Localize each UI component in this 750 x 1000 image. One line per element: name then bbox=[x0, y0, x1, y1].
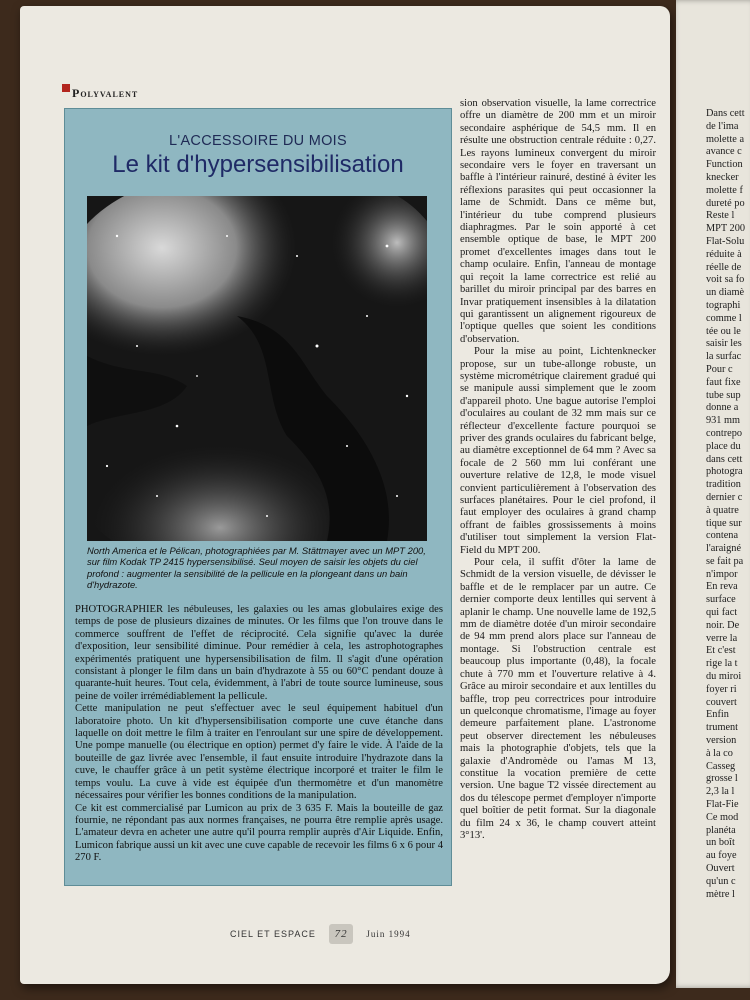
facing-page-line: grosse l bbox=[706, 773, 738, 785]
facing-page-line: En reva bbox=[706, 581, 738, 593]
article-paragraph: sion observation visuelle, la lame correctrice offre un diamètre de 200 mm et un miroir secondaire asphérique de 54,5 mm. Il en résulte une obstruction centrale réduite : 0,27. Les rayons lumineux convergent du miroir secondaire vers le foyer en traversant un baffle à l'intérieur rainuré, destiné à éviter les réflexions parasites qui peut occasionner la lame de Schmidt. Dans ce même but, l'intérieur du tube comprend plusieurs diaphragmes. Par le soin apporté à cet ensemble optique de base, le MPT 200 promet d'excellentes images dans tout le champ oculaire. Enfin, l'anneau de montage qui reçoit la lame correctrice est relié au barillet du miroir principal par des barres en Invar pratiquement insensibles à la dilatation qui garantissent un alignement rigoureux de l'optique quelles que soient les conditions d'observation. bbox=[460, 98, 656, 345]
facing-page-line: couvert bbox=[706, 696, 737, 708]
facing-page-line: foyer ri bbox=[706, 683, 737, 695]
article-paragraph: Pour la mise au point, Lichtenknecker propose, sur un tube-allonge robuste, un système micrométrique clairement gradué qui se manipule aussi simplement que le zoom d'appareil photo. Une bague autorise l'emploi d'oculaires au coulant de 32 mm mais sur ce réflecteur d'excellente facture pourquoi se priver des grands oculaires du fabricant belge, au diamètre exceptionnel de 64 mm ? Avec sa focale de 2 560 mm lui conférant une ouverture relative de 12,8, le mode visuel convient particulièrement à l'observation des surfaces planétaires. Pour le ciel profond, il faut employer des oculaires à grand champ offrant de faibles grossissements à moins d'utiliser tout simplement la version Flat-Field du MPT 200. bbox=[460, 346, 656, 556]
nebula-image bbox=[87, 196, 427, 541]
facing-page-line: mètre l bbox=[706, 888, 735, 900]
nebula-photo-icon bbox=[87, 196, 427, 541]
facing-page-line: un boît bbox=[706, 837, 735, 849]
facing-page-line: place du bbox=[706, 440, 741, 452]
page-footer bbox=[230, 924, 411, 944]
rubric-marker bbox=[62, 84, 70, 92]
facing-page-line: planéta bbox=[706, 824, 736, 836]
facing-page-line: Ouvert bbox=[706, 863, 735, 875]
facing-page-line: au foye bbox=[706, 850, 737, 862]
facing-page-line: contrepo bbox=[706, 427, 743, 439]
facing-page-line: Flat-Fie bbox=[706, 799, 739, 811]
facing-page-line: à la co bbox=[706, 747, 733, 759]
facing-page-line: tradition bbox=[706, 479, 741, 491]
facing-page-line: Casseg bbox=[706, 760, 736, 772]
facing-page-line: Enfin bbox=[706, 709, 729, 721]
facing-page-line: réduite à bbox=[706, 248, 742, 260]
box-paragraph: PHOTOGRAPHIER les nébuleuses, les galaxies ou les amas globulaires exige des temps de pose de plusieurs dizaines de minutes. Or les films que l'on trouve dans le commerce souffrent de l'effet de réciprocité. Cela signifie qu'avec la durée d'exposition, leur sensibilité diminue. Pour remédier à cela, les astrophotographes expérimentés pratiquent une hypersensibilisation de film. Il s'agit d'une opération consistant à plonger le film dans un bain d'hydrazote à 55 ou 60°C pendant douze à quarante-huit heures. Tout cela, évidemment, à l'abri de toute source lumineuse, sous peine de voiler irrémédiablement la pellicule. bbox=[75, 604, 443, 702]
facing-page-line: Et c'est bbox=[706, 645, 736, 657]
facing-page-line: 931 mm bbox=[706, 415, 741, 427]
facing-page-line: contena bbox=[706, 530, 739, 542]
facing-page-line: photogra bbox=[706, 466, 743, 478]
facing-page-line: Pour c bbox=[706, 363, 733, 375]
facing-page-line: donne a bbox=[706, 402, 739, 414]
facing-page-line: de l'ima bbox=[706, 120, 739, 132]
facing-page-line: tique sur bbox=[706, 517, 742, 529]
facing-page-line: rige la t bbox=[706, 658, 738, 670]
facing-page-line: dernier c bbox=[706, 491, 743, 503]
facing-page-line: la surfac bbox=[706, 351, 742, 363]
facing-page-line: un diamè bbox=[706, 287, 745, 299]
facing-page-line: knecker bbox=[706, 171, 739, 183]
facing-page-line: qu'un c bbox=[706, 875, 736, 887]
section-rubric: Polyvalent bbox=[72, 86, 139, 100]
facing-page-line: MPT 200 bbox=[706, 223, 746, 235]
facing-page-line: voit sa fo bbox=[706, 274, 745, 286]
box-body bbox=[75, 604, 443, 865]
facing-page-line: surface bbox=[706, 594, 736, 606]
facing-page-line: se fait pa bbox=[706, 555, 744, 567]
facing-page-line: comme l bbox=[706, 312, 742, 324]
facing-page-line: qui fact bbox=[706, 607, 738, 619]
box-kicker: L'ACCESSOIRE DU MOIS bbox=[169, 133, 347, 149]
facing-page-line: Dans cett bbox=[706, 108, 745, 119]
magazine-name: CIEL ET ESPACE bbox=[230, 929, 316, 939]
facing-page-line: faut fixe bbox=[706, 376, 741, 388]
facing-page-line: n'impor bbox=[706, 568, 738, 580]
facing-page-line: Reste l bbox=[706, 210, 735, 222]
box-paragraph: Cette manipulation ne peut s'effectuer avec le seul équipement habituel d'un laboratoire photo. Un kit d'hypersensibilisation comporte une cuve étanche dans laquelle on doit mettre le film à traiter en l'enroulant sur une spire de développement. Une pompe manuelle (ou électrique en option) permet d'y faire le vide. À l'aide de la bouteille de gaz livrée avec l'ensemble, il faut ensuite introduire l'hydrazote dans la cuve, le chauffer grâce à un petit système électrique incorporé et traiter le film le temps voulu. La cuve à vide est équipée d'un thermomètre et d'un manomètre nécessaires pour vérifier les bonnes conditions de la manipulation. bbox=[75, 703, 443, 802]
article-paragraph: Pour cela, il suffit d'ôter la lame de Schmidt de la version visuelle, de dévisser le baffle et de le remplacer par un autre. Ce dernier comporte deux lentilles qui servent à aplanir le champ. Une nouvelle lame de 192,5 mm de diamètre dotée d'un miroir secondaire de 94 mm prend alors place sur l'anneau de montage. Si l'obstruction centrale est beaucoup plus importante (0,48), la focale chute à 770 mm et l'ouverture relative à 4. Grâce au miroir secondaire et aux lentilles du baffle, trop peu correctrices pour introduire un quelconque chromatisme, l'image au foyer demeure parfaitement plane. L'astronome peut observer directement les nébuleuses mais la photographie d'objets, tels que la galaxie d'Andromède ou l'amas M 13, constitue la vocation première de cette version. Une bague T2 vissée directement au dos du télescope permet d'employer n'importe quel boîtier de petit format. Sur la diagonale du film 24 x 36, le champ couvert atteint 3°13'. bbox=[460, 557, 656, 841]
facing-page-line: verre la bbox=[706, 632, 738, 644]
facing-page bbox=[676, 0, 750, 988]
facing-page-line: réelle de bbox=[706, 261, 742, 273]
issue-date: Juin 1994 bbox=[366, 929, 411, 939]
facing-page-line: du miroi bbox=[706, 671, 742, 683]
box-paragraph: Ce kit est commercialisé par Lumicon au prix de 3 635 F. Mais la bouteille de gaz fournie, ne répondant pas aux normes françaises, ne pourra être remplie après usage. L'amateur devra en acheter une autre qu'il pourra remplir auprès d'Air Liquide. Enfin, Lumicon fabrique aussi un kit avec une cuve capable de recevoir les films 6 x 6 pour 4 270 F. bbox=[75, 802, 443, 864]
facing-page-line: tube sup bbox=[706, 389, 741, 401]
facing-page-line: tographi bbox=[706, 299, 741, 311]
facing-page-text bbox=[676, 0, 750, 901]
facing-page-line: avance c bbox=[706, 146, 742, 158]
facing-page-line: version bbox=[706, 735, 737, 747]
facing-page-line: Flat-Solu bbox=[706, 235, 745, 247]
facing-page-line: Ce mod bbox=[706, 811, 739, 823]
facing-page-line: noir. De bbox=[706, 619, 740, 631]
box-headline: Le kit d'hypersensibilisation bbox=[112, 151, 404, 178]
article-column bbox=[460, 98, 656, 842]
facing-page-line: dureté po bbox=[706, 197, 745, 209]
facing-page-line: dans cett bbox=[706, 453, 743, 465]
facing-page-line: l'araigné bbox=[706, 543, 742, 555]
facing-page-line: molette a bbox=[706, 133, 745, 145]
page-number: 72 bbox=[329, 924, 353, 944]
facing-page-line: tée ou le bbox=[706, 325, 741, 337]
photo-caption bbox=[87, 545, 431, 591]
facing-page-line: molette f bbox=[706, 184, 743, 196]
feature-box bbox=[64, 108, 452, 886]
facing-page-line: saisir les bbox=[706, 338, 742, 350]
magazine-page bbox=[20, 6, 670, 984]
facing-page-line: Function bbox=[706, 159, 743, 171]
facing-page-line: 2,3 la l bbox=[706, 786, 735, 798]
facing-page-line: trument bbox=[706, 722, 739, 734]
facing-page-line: à quatre bbox=[706, 504, 739, 516]
photo-caption-text: North America et le Pélican, photographiées par M. Stättmayer avec un MPT 200, sur film Kodak TP 2415 hypersensibilisé. Seul moyen de saisir les objets du ciel profond : augmenter la sensibilité de la pellicule en la plongeant dans un bain d'hydrazote. bbox=[87, 545, 426, 591]
